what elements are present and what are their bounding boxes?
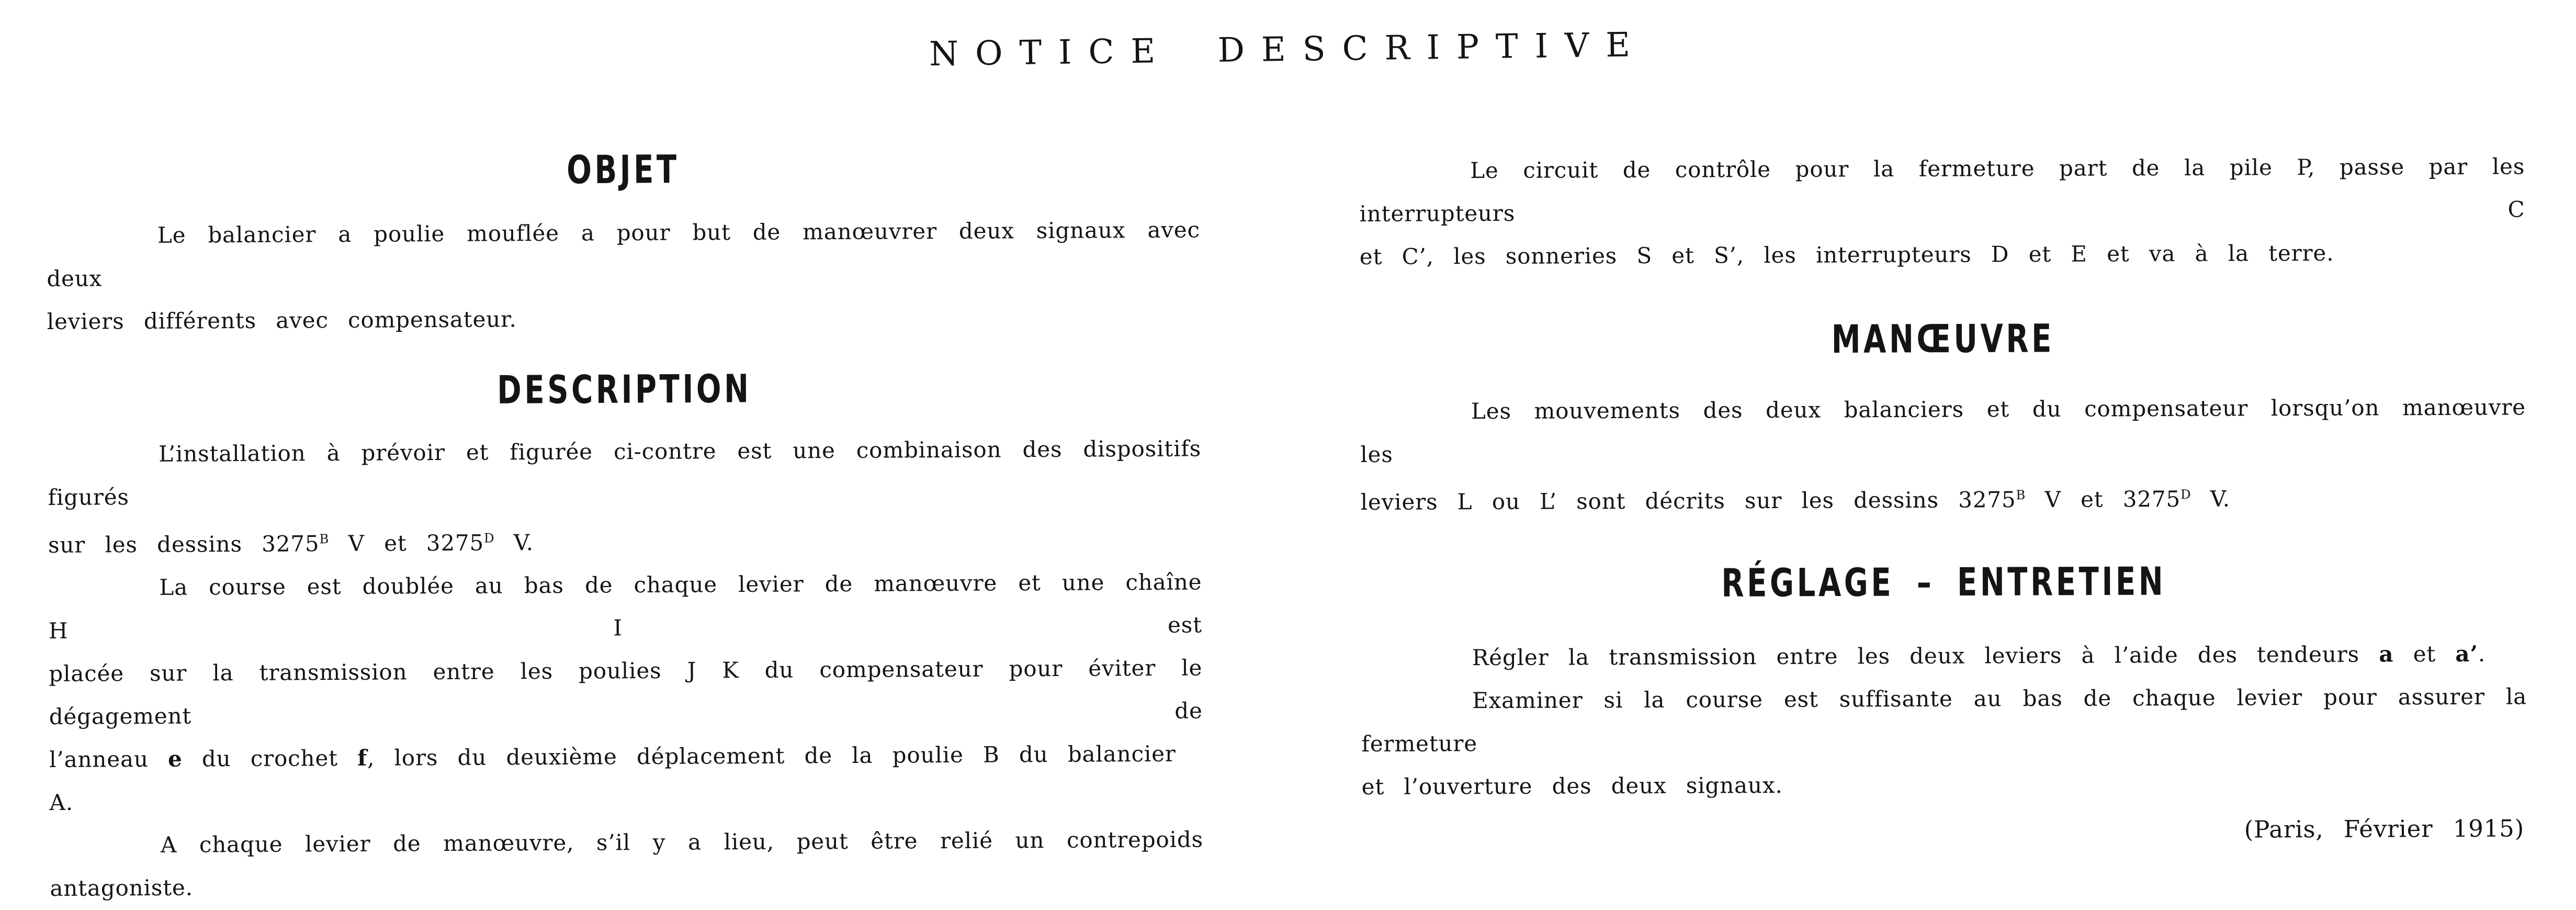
date-note: (Paris, Février 1915) (2244, 814, 2525, 844)
text-run: . (2478, 641, 2486, 667)
text-run: a’ (2455, 641, 2478, 667)
text-run: La course est doublée au bas de chaque levier de manœuvre et une chaîne H I est (48, 569, 1202, 644)
paragraph-manoeuvre-1 (1360, 386, 2526, 524)
text-run: D (483, 530, 494, 546)
text-run: leviers L ou L’ sont décrits sur les dessins 3275 (1360, 487, 2016, 515)
text-line (1362, 761, 2527, 808)
text-line (49, 646, 1203, 738)
text-line (48, 513, 1202, 567)
text-line (47, 208, 1201, 300)
text-run: placée sur la transmission entre les poulies J K du compensateur pour éviter le dégagement de (49, 655, 1203, 729)
text-run: Les mouvements des deux balanciers et du compensateur lorsqu’on manœuvre les (1360, 394, 2526, 467)
text-run: et l’ouverture des deux signaux. (1361, 772, 1783, 800)
section-heading-objet (46, 147, 1200, 193)
section-heading-reglage-entretien-text: RÉGLAGE – ENTRETIEN (1721, 558, 2166, 606)
paragraph-description-1 (48, 427, 1202, 567)
left-column (46, 136, 1204, 910)
paragraph-reglage-2 (1361, 675, 2527, 808)
paragraph-description-3 (50, 818, 1204, 910)
text-run: V et 3275 (2025, 486, 2181, 513)
text-run: leviers différents avec compensateur. (47, 306, 517, 334)
text-run: e (167, 746, 183, 772)
paragraph-description-2 (48, 560, 1203, 824)
section-heading-description (47, 366, 1201, 412)
text-line (1360, 231, 2525, 278)
text-line (48, 560, 1202, 653)
section-heading-manoeuvre-text: MANŒUVRE (1831, 316, 2054, 362)
text-line (50, 861, 1203, 910)
paragraph-objet-1 (47, 208, 1201, 343)
text-line (47, 294, 1201, 343)
text-run: antagoniste. (50, 874, 193, 901)
text-run: Régler la transmission entre les deux leviers à l’aide des tendeurs (1472, 641, 2379, 671)
text-run: A chaque levier de manœuvre, s’il y a lieu, peut être relié un contrepoids (160, 826, 1204, 858)
text-run: f (357, 745, 368, 771)
text-run: B (2016, 487, 2026, 503)
right-column (1359, 138, 2527, 855)
section-heading-description-text: DESCRIPTION (496, 366, 752, 413)
text-run: l’anneau (49, 746, 168, 772)
paragraph-reglage-1 (1361, 632, 2527, 680)
text-line (1361, 675, 2527, 766)
text-run: Examiner si la course est suffisante au bas de chaque levier pour assurer la fermeture (1361, 683, 2527, 757)
text-run: D (2180, 486, 2191, 502)
text-run: a (2379, 641, 2394, 667)
text-line (48, 427, 1202, 519)
text-run: Le balancier a poulie mouflée a pour but de manœuvrer deux signaux avec deux (47, 217, 1201, 291)
text-run: sur les dessins 3275 (48, 531, 320, 558)
text-run: V. (494, 530, 534, 556)
text-run: V et 3275 (329, 530, 484, 557)
text-line (1360, 471, 2526, 524)
text-line (1360, 386, 2526, 476)
text-run: , lors du deuxième déplacement de la poulie B du balancier A. (49, 740, 1176, 815)
section-heading-objet-text: OBJET (566, 147, 680, 193)
text-run: B (319, 531, 329, 547)
text-run: Le circuit de contrôle pour la fermeture part de la pile P, passe par les interrupteurs C (1359, 153, 2525, 227)
text-run: et (2393, 641, 2456, 667)
text-line (1361, 632, 2527, 680)
text-run: V. (2190, 486, 2231, 512)
section-heading-reglage-entretien (1361, 560, 2526, 604)
text-run: du crochet (182, 745, 358, 772)
paragraph-circuit (1359, 145, 2525, 278)
text-line (49, 732, 1203, 824)
text-line (1359, 145, 2525, 235)
text-run: L’installation à prévoir et figurée ci-contre est une combinaison des dispositifs figurés (48, 435, 1202, 510)
section-heading-manoeuvre (1360, 317, 2525, 361)
text-run: et C’, les sonneries S et S’, les interrupteurs D et E et va à la terre. (1359, 240, 2334, 269)
document-title: NOTICE DESCRIPTIVE (929, 26, 1647, 74)
text-line (50, 818, 1203, 867)
